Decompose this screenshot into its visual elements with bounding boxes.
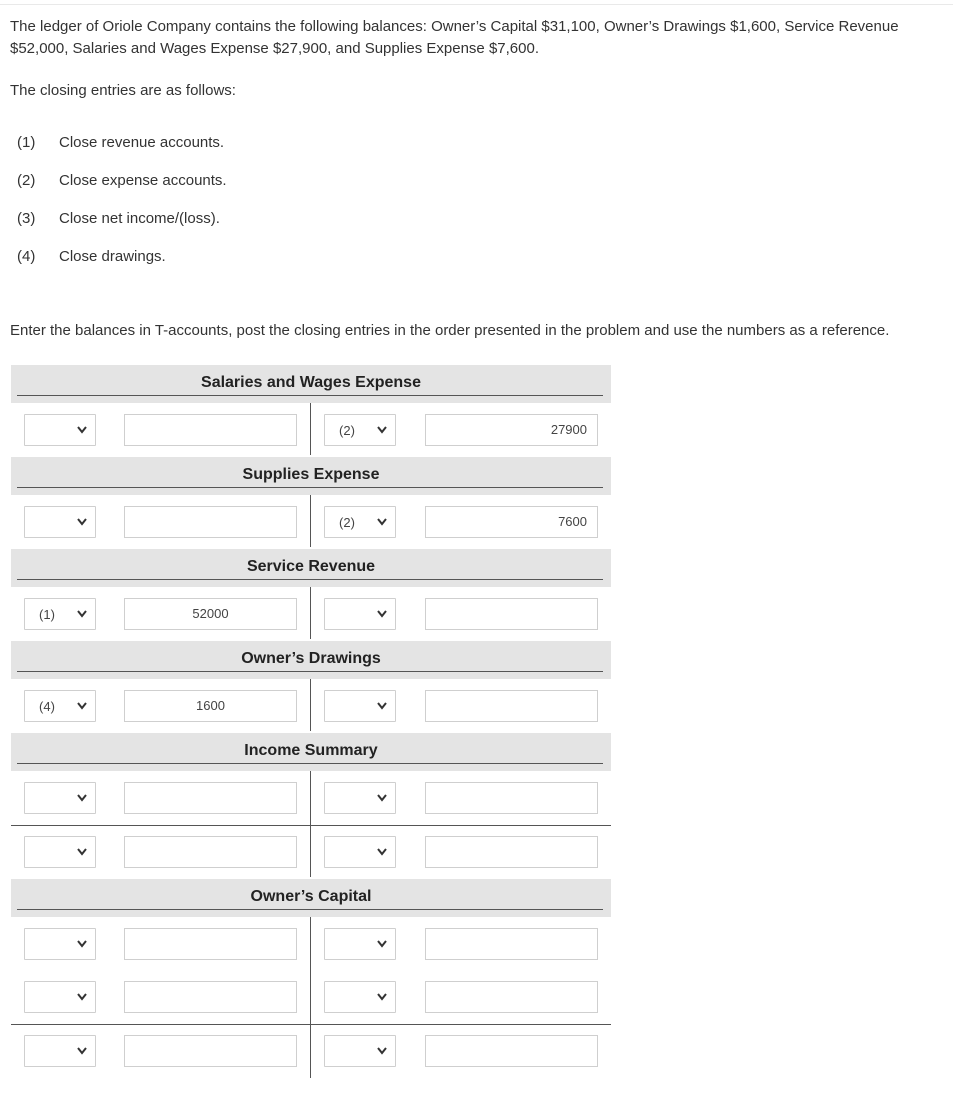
chevron-down-icon	[377, 991, 387, 1003]
chevron-down-icon	[377, 424, 387, 436]
credit-amount-input[interactable]	[425, 690, 598, 722]
entry-text: Close net income/(loss).	[59, 210, 220, 227]
t-account-divider	[310, 587, 311, 639]
chevron-down-icon	[377, 516, 387, 528]
t-account-header-owners-capital	[11, 879, 611, 917]
debit-amount-input[interactable]	[124, 414, 297, 446]
t-account-divider	[310, 495, 311, 547]
list-item	[17, 134, 224, 151]
credit-amount-input[interactable]	[425, 981, 598, 1013]
credit-ref-select[interactable]	[324, 598, 396, 630]
credit-amount-input[interactable]: 7600	[425, 506, 598, 538]
credit-amount-input[interactable]	[425, 598, 598, 630]
chevron-down-icon	[377, 938, 387, 950]
list-item	[17, 248, 166, 265]
chevron-down-icon	[77, 792, 87, 804]
debit-ref-select[interactable]	[24, 690, 96, 722]
list-item	[17, 210, 220, 227]
debit-ref-select[interactable]	[24, 836, 96, 868]
chevron-down-icon	[377, 608, 387, 620]
header-underline	[17, 395, 603, 396]
account-title: Supplies Expense	[242, 466, 380, 483]
chevron-down-icon	[77, 991, 87, 1003]
debit-ref-select[interactable]	[24, 981, 96, 1013]
credit-ref-select[interactable]	[324, 690, 396, 722]
debit-amount-input[interactable]	[124, 928, 297, 960]
header-underline	[17, 763, 603, 764]
debit-amount-input[interactable]	[124, 836, 297, 868]
chevron-down-icon	[377, 792, 387, 804]
debit-ref-select[interactable]	[24, 598, 96, 630]
instructions: Enter the balances in T-accounts, post the closing entries in the order presented in the problem and use the numbers as a reference.	[10, 322, 890, 339]
credit-amount-input[interactable]	[425, 782, 598, 814]
t-account-divider	[310, 679, 311, 731]
debit-amount-input[interactable]: 52000	[124, 598, 297, 630]
debit-amount-input[interactable]	[124, 1035, 297, 1067]
account-title: Service Revenue	[246, 558, 376, 575]
chevron-down-icon	[77, 424, 87, 436]
chevron-down-icon	[77, 1045, 87, 1057]
t-account-header-service-revenue	[11, 549, 611, 587]
t-account-header-owners-drawings	[11, 641, 611, 679]
account-title: Salaries and Wages Expense	[201, 374, 421, 391]
entry-number: (2)	[17, 172, 36, 189]
chevron-down-icon	[77, 938, 87, 950]
chevron-down-icon	[77, 608, 87, 620]
debit-amount-input[interactable]: 1600	[124, 690, 297, 722]
entry-text: Close drawings.	[59, 248, 166, 265]
t-account-divider	[310, 771, 311, 877]
entry-text: Close expense accounts.	[59, 172, 227, 189]
account-title: Owner’s Capital	[250, 888, 372, 905]
closing-entries-heading: The closing entries are as follows:	[10, 82, 236, 99]
credit-ref-select[interactable]	[324, 836, 396, 868]
chevron-down-icon	[377, 700, 387, 712]
credit-ref-select[interactable]	[324, 506, 396, 538]
t-account-header-income-summary	[11, 733, 611, 771]
list-item	[17, 172, 227, 189]
credit-ref-select[interactable]	[324, 414, 396, 446]
debit-ref-select[interactable]	[24, 782, 96, 814]
entry-number: (4)	[17, 248, 36, 265]
credit-ref-select[interactable]	[324, 1035, 396, 1067]
t-account-divider	[310, 403, 311, 455]
debit-amount-input[interactable]	[124, 782, 297, 814]
debit-ref-select[interactable]	[24, 1035, 96, 1067]
credit-amount-input[interactable]	[425, 1035, 598, 1067]
t-account-divider	[310, 917, 311, 1078]
credit-ref-select[interactable]	[324, 981, 396, 1013]
credit-ref-select[interactable]	[324, 782, 396, 814]
debit-ref-select[interactable]	[24, 506, 96, 538]
credit-ref-select[interactable]	[324, 928, 396, 960]
entry-text: Close revenue accounts.	[59, 134, 225, 151]
header-underline	[17, 579, 603, 580]
header-underline	[17, 487, 603, 488]
entry-number: (3)	[17, 210, 36, 227]
debit-ref-select[interactable]	[24, 928, 96, 960]
top-divider	[0, 4, 953, 5]
debit-amount-input[interactable]	[124, 981, 297, 1013]
header-underline	[17, 909, 603, 910]
chevron-down-icon	[377, 846, 387, 858]
t-account-header-supplies	[11, 457, 611, 495]
select-value: (2)	[339, 515, 355, 530]
select-value: (2)	[339, 423, 355, 438]
account-title: Owner’s Drawings	[241, 650, 381, 667]
chevron-down-icon	[377, 1045, 387, 1057]
select-value: (1)	[39, 607, 55, 622]
chevron-down-icon	[77, 700, 87, 712]
account-title: Income Summary	[244, 742, 378, 759]
credit-amount-input[interactable]	[425, 928, 598, 960]
entry-number: (1)	[17, 134, 36, 151]
problem-intro: The ledger of Oriole Company contains the following balances: Owner’s Capital $31,100, Owner’s Drawings $1,600, Service Revenue $52,000, Salaries and Wages Expense $27,900, and Supplies Expense $7,600.	[10, 18, 899, 57]
t-account-header-salaries	[11, 365, 611, 403]
credit-amount-input[interactable]	[425, 836, 598, 868]
total-divider	[11, 1024, 611, 1025]
credit-amount-input[interactable]: 27900	[425, 414, 598, 446]
header-underline	[17, 671, 603, 672]
debit-ref-select[interactable]	[24, 414, 96, 446]
chevron-down-icon	[77, 846, 87, 858]
total-divider	[11, 825, 611, 826]
chevron-down-icon	[77, 516, 87, 528]
select-value: (4)	[39, 699, 55, 714]
debit-amount-input[interactable]	[124, 506, 297, 538]
